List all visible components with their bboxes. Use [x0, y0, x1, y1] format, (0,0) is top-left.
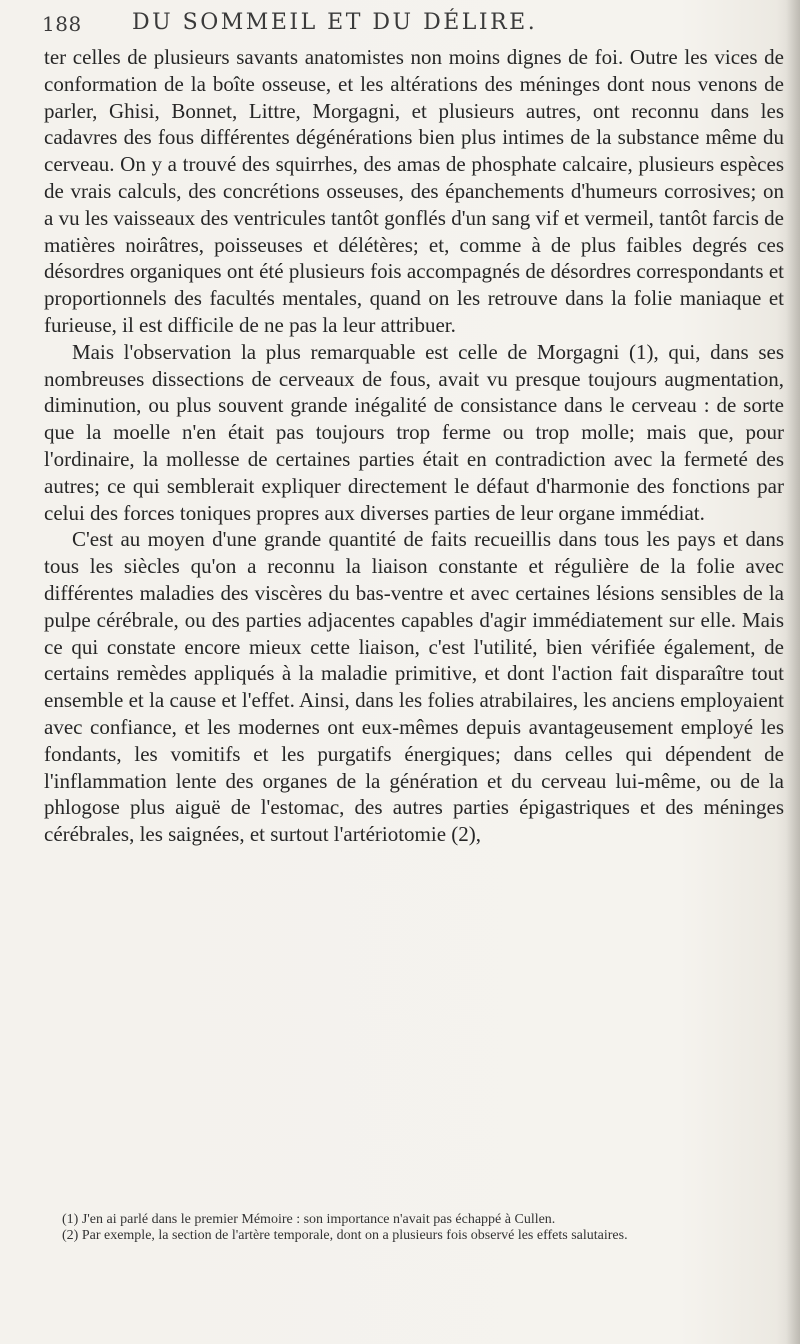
paragraph-1: ter celles de plusieurs savants anatomistes non moins dignes de foi. Outre les vices de conformation de la boîte osseuse, et les altérations des méninges dont nous venons de parler, Ghisi, Bonnet, Littre, Morgagni, et plusieurs autres, ont reconnu dans les cadavres des fous différentes dégénérations bien plus intimes de la substance même du cerveau. On y a trouvé des squirrhes, des amas de phosphate calcaire, plusieurs espèces de vrais calculs, des concrétions osseuses, des épanchements d'humeurs corrosives; on a vu les vaisseaux des ventricules tantôt gonflés d'un sang vif et vermeil, tantôt farcis de matières noirâtres, poisseuses et délétères; et, comme à de plus faibles degrés ces désordres organiques ont été plusieurs fois accompagnés de désordres correspondants et proportionnels des facultés mentales, quand on les retrouve dans la folie maniaque et furieuse, il est difficile de ne pas la leur attribuer.: [44, 45, 784, 337]
footnote-1: (1) J'en ai parlé dans le premier Mémoire : son importance n'avait pas échappé à Cullen.: [62, 1212, 556, 1227]
body-text: [44, 44, 784, 848]
page-number: 188: [42, 12, 82, 36]
footnote-2: (2) Par exemple, la section de l'artère temporale, dont on a plusieurs fois observé les effets salutaires.: [62, 1228, 628, 1243]
page-header: [42, 10, 784, 40]
running-title: DU SOMMEIL ET DU DÉLIRE.: [132, 10, 538, 35]
page-edge-shadow: [786, 0, 800, 1344]
paragraph-2: Mais l'observation la plus remarquable est celle de Morgagni (1), qui, dans ses nombreuses dissections de cerveaux de fous, avait vu presque toujours augmentation, diminution, ou plus souvent grande inégalité de consistance dans le cerveau : de sorte que la moelle n'en était pas toujours trop ferme ou trop molle; mais que, pour l'ordinaire, la mollesse de certaines parties était en contradiction avec la fermeté des autres; ce qui semblerait expliquer directement le défaut d'harmonie des fonctions par celui des forces toniques propres aux diverses parties de leur organe immédiat.: [44, 339, 784, 525]
footnotes: [44, 1212, 784, 1244]
paragraph-3: C'est au moyen d'une grande quantité de faits recueillis dans tous les pays et dans tous les siècles qu'on a reconnu la liaison constante et régulière de la folie avec différentes maladies des viscères du bas-ventre et avec certaines lésions sensibles de la pulpe cérébrale, ou des parties adjacentes capables d'agir immédiatement sur elle. Mais ce qui constate encore mieux cette liaison, c'est l'utilité, bien vérifiée également, de certains remèdes appliqués à la maladie primitive, et dont l'action fait disparaître tout ensemble et la cause et l'effet. Ainsi, dans les folies atrabilaires, les anciens employaient avec confiance, et les modernes ont eux-mêmes depuis avantageusement employé les fondants, les vomitifs et les purgatifs énergiques; dans celles qui dépendent de l'inflammation lente des organes de la génération et du cerveau lui-même, ou de la phlogose plus aiguë de l'estomac, des autres parties épigastriques et des méninges cérébrales, les saignées, et surtout l'artériotomie (2),: [44, 527, 784, 847]
